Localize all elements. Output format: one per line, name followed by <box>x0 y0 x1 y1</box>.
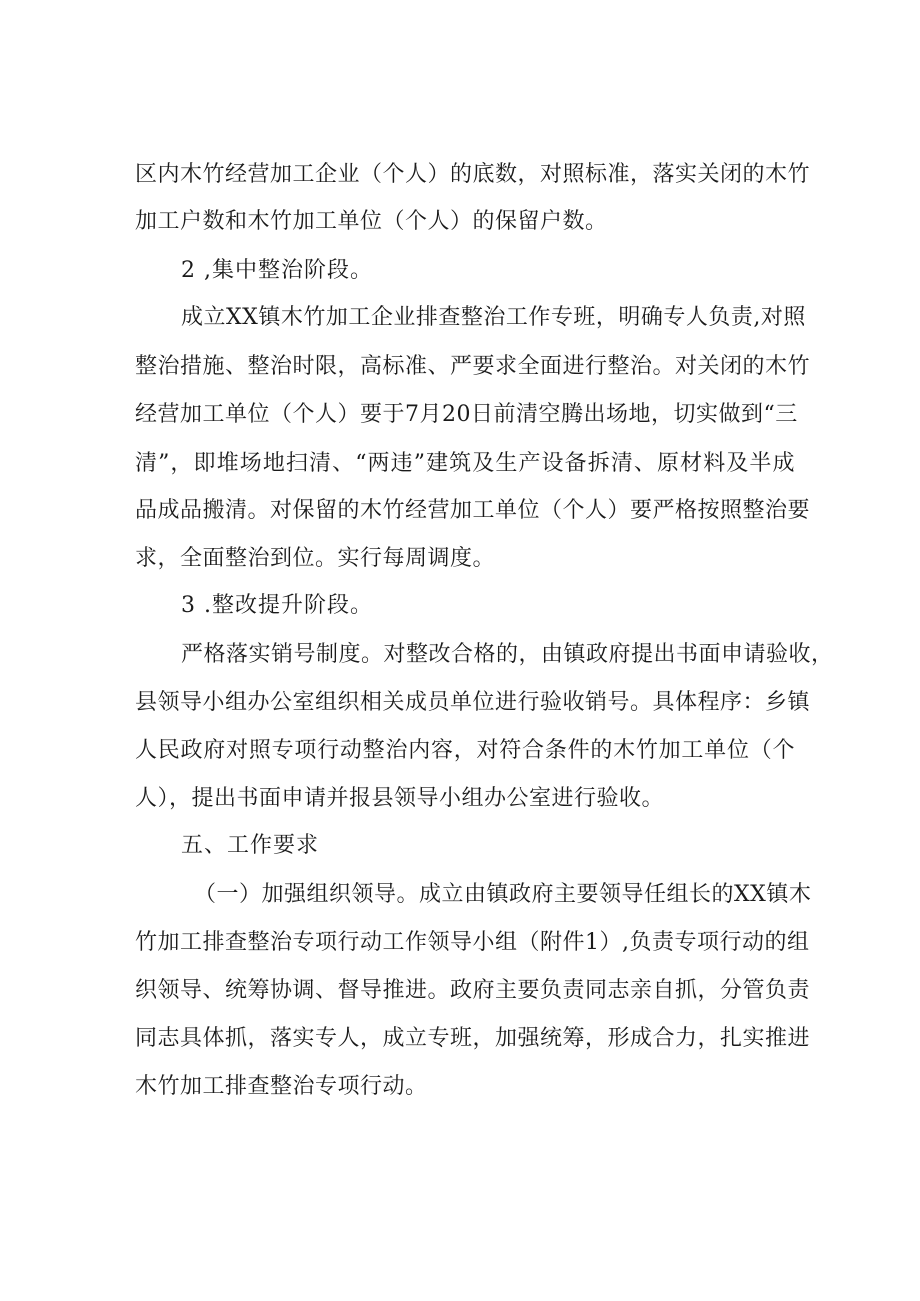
text-line: 严格落实销号制度。对整改合格的，由镇政府提出书面申请验收， <box>181 642 834 667</box>
section-heading-2: 2 ,集中整治阶段。 <box>181 258 373 283</box>
text-line: 成立XX镇木竹加工企业排查整治工作专班，明确专人负责,对照 <box>181 305 806 330</box>
text-line: 同志具体抓，落实专人，成立专班，加强统筹，形成合力，扎实推进 <box>135 1026 811 1051</box>
text-line: 木竹加工排查整治专项行动。 <box>135 1074 428 1099</box>
text-line: 整治措施、整治时限，高标准、严要求全面进行整治。对关闭的木竹 <box>135 354 811 379</box>
text-line: 区内木竹经营加工企业（个人）的底数，对照标准，落实关闭的木竹 <box>135 162 811 187</box>
text-line: 人民政府对照专项行动整治内容，对符合条件的木竹加工单位（个 <box>135 738 795 763</box>
section-heading-5: 五、工作要求 <box>181 833 320 858</box>
text-line: （一）加强组织领导。成立由镇政府主要领导任组长的XX镇木 <box>194 882 812 907</box>
section-heading-3: 3 .整改提升阶段。 <box>181 593 373 618</box>
text-line: 经营加工单位（个人）要于7月20日前清空腾出场地，切实做到“三 <box>135 402 798 427</box>
text-line: 人），提出书面申请并报县领导小组办公室进行验收。 <box>135 786 665 811</box>
text-line: 织领导、统筹协调、督导推进。政府主要负责同志亲自抓，分管负责 <box>135 978 811 1003</box>
text-line: 县领导小组办公室组织相关成员单位进行验收销号。具体程序：乡镇 <box>135 690 811 715</box>
text-line: 求，全面整治到位。实行每周调度。 <box>135 546 496 571</box>
text-line: 加工户数和木竹加工单位（个人）的保留户数。 <box>135 209 608 234</box>
text-line: 竹加工排查整治专项行动工作领导小组（附件1）,负责专项行动的组 <box>135 930 810 955</box>
text-line: 品成品搬清。对保留的木竹经营加工单位（个人）要严格按照整治要 <box>135 498 811 523</box>
text-line: 清”，即堆场地扫清、“两违”建筑及生产设备拆清、原材料及半成 <box>135 451 795 476</box>
